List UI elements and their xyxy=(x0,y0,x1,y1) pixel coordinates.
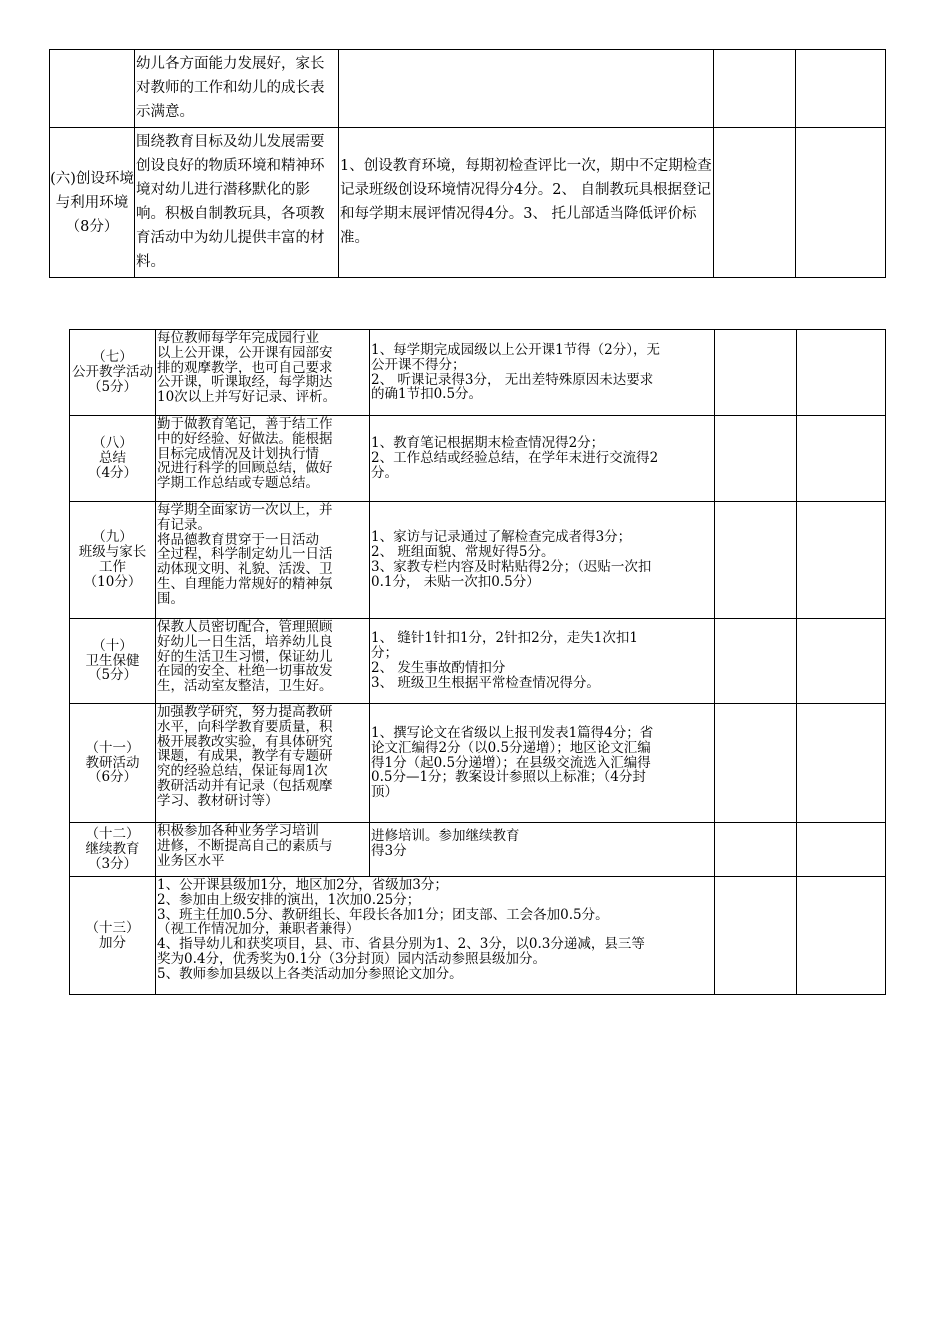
score-cell xyxy=(715,330,797,416)
rule-cell: 1、教育笔记根据期末检查情况得2分； 2、工作总结或经验总结，在学年末进行交流得2 分。 xyxy=(370,416,715,502)
score-cell xyxy=(797,416,886,502)
score-cell xyxy=(715,823,797,877)
evaluation-table-bottom xyxy=(69,329,886,995)
score-cell xyxy=(796,128,886,278)
table-row xyxy=(70,416,886,502)
score-cell xyxy=(714,50,796,128)
score-cell xyxy=(715,502,797,619)
standard-cell: 围绕教育目标及幼儿发展需要创设良好的物质环境和精神环境对幼儿进行潜移默化的影响。积极自制教玩具，各项教育活动中为幼儿提供丰富的材料。 xyxy=(135,128,339,278)
category-cell: （七） 公开教学活动 （5分） xyxy=(70,330,156,416)
score-cell xyxy=(796,50,886,128)
standard-cell: 积极参加各种业务学习培训 进修，不断提高自己的素质与 业务区水平 xyxy=(156,823,370,877)
category-cell: （十） 卫生保健 （5分） xyxy=(70,619,156,704)
bonus-standard-cell: 1、公开课县级加1分，地区加2分，省级加3分； 2、参加由上级安排的演出，1次加0.25分； 3、班主任加0.5分、教研组长、年段长各加1分；团支部、工会各加0.5分。 （视工作情况加分，兼职者兼得） 4、指导幼儿和获奖项目，县、市、省县分别为1、2、3分，以0.3分递减，县三等 奖为0.4分，优秀奖为0.1分（3分封顶）园内活动参照县级加分。 5、教师参加县级以上各类活动加分参照论文加分。 xyxy=(156,877,715,995)
table-row xyxy=(70,502,886,619)
score-cell xyxy=(797,502,886,619)
table-row xyxy=(70,704,886,823)
category-cell: （九） 班级与家长 工作 （10分） xyxy=(70,502,156,619)
rule-cell: 1、家访与记录通过了解检查完成者得3分； 2、 班组面貌、常规好得5分。 3、家教专栏内容及时粘贴得2分；（迟贴一次扣 0.1分， 未贴一次扣0.5分） xyxy=(370,502,715,619)
standard-cell: 每位教师每学年完成园行业 以上公开课，公开课有园部安 排的观摩教学，也可自己要求 公开课，听课取经，每学期达 10次以上并写好记录、评析。 xyxy=(156,330,370,416)
evaluation-table-top xyxy=(49,49,886,278)
table-row xyxy=(70,330,886,416)
table-row xyxy=(50,128,886,278)
score-cell xyxy=(715,416,797,502)
score-cell xyxy=(797,619,886,704)
score-cell xyxy=(715,619,797,704)
score-cell xyxy=(797,330,886,416)
rule-cell: 1、创设教育环境，每期初检查评比一次，期中不定期检查记录班级创设环境情况得分4分。2、 自制教玩具根据登记和每学期末展评情况得4分。3、 托儿部适当降低评价标准。 xyxy=(339,128,714,278)
rule-cell: 进修培训。参加继续教育 得3分 xyxy=(370,823,715,877)
table-row xyxy=(70,877,886,995)
score-cell xyxy=(715,877,797,995)
category-cell: （十二） 继续教育 （3分） xyxy=(70,823,156,877)
standard-cell: 每学期全面家访一次以上，并 有记录。 将品德教育贯穿于一日活动 全过程，科学制定幼儿一日活 动体现文明、礼貌、活泼、卫 生、自理能力常规好的精神氛 围。 xyxy=(156,502,370,619)
standard-cell: 保教人员密切配合，管理照顾 好幼儿一日生活，培养幼儿良 好的生活卫生习惯，保证幼儿 在园的安全、杜绝一切事故发 生，活动室友整洁，卫生好。 xyxy=(156,619,370,704)
score-cell xyxy=(715,704,797,823)
standard-cell: 幼儿各方面能力发展好，家长对教师的工作和幼儿的成长表示满意。 xyxy=(135,50,339,128)
category-cell: （八） 总结 （4分） xyxy=(70,416,156,502)
standard-cell: 勤于做教育笔记，善于结工作 中的好经验、好做法。能根据 目标完成情况及计划执行情 况进行科学的回顾总结，做好 学期工作总结或专题总结。 xyxy=(156,416,370,502)
rule-cell: 1、 缝针1针扣1分，2针扣2分，走失1次扣1 分； 2、 发生事故酌情扣分 3、 班级卫生根据平常检查情况得分。 xyxy=(370,619,715,704)
category-cell: （十一） 教研活动 （6分） xyxy=(70,704,156,823)
rule-cell: 1、每学期完成园级以上公开课1节得（2分），无 公开课不得分； 2、 听课记录得3分， 无出差特殊原因未达要求 的确1节扣0.5分。 xyxy=(370,330,715,416)
category-cell xyxy=(50,50,135,128)
table-row xyxy=(70,823,886,877)
score-cell xyxy=(797,704,886,823)
score-cell xyxy=(714,128,796,278)
table-row xyxy=(70,619,886,704)
rule-cell: 1、撰写论文在省级以上报刊发表1篇得4分；省 论文汇编得2分（以0.5分递增）；地区论文汇编 得1分（起0.5分递增）；在县级交流选入汇编得 0.5分—1分；教案设计参照以上标准；（4分封 顶） xyxy=(370,704,715,823)
category-cell: （十三） 加分 xyxy=(70,877,156,995)
rule-cell xyxy=(339,50,714,128)
category-cell: (六)创设环境与利用环境（8分） xyxy=(50,128,135,278)
score-cell xyxy=(797,823,886,877)
table-row xyxy=(50,50,886,128)
score-cell xyxy=(797,877,886,995)
standard-cell: 加强教学研究，努力提高教研 水平，向科学教育要质量，积 极开展教改实验，有具体研究 课题，有成果，教学有专题研 究的经验总结，保证每周1次 教研活动并有记录（包括观摩 学习、教材研讨等） xyxy=(156,704,370,823)
